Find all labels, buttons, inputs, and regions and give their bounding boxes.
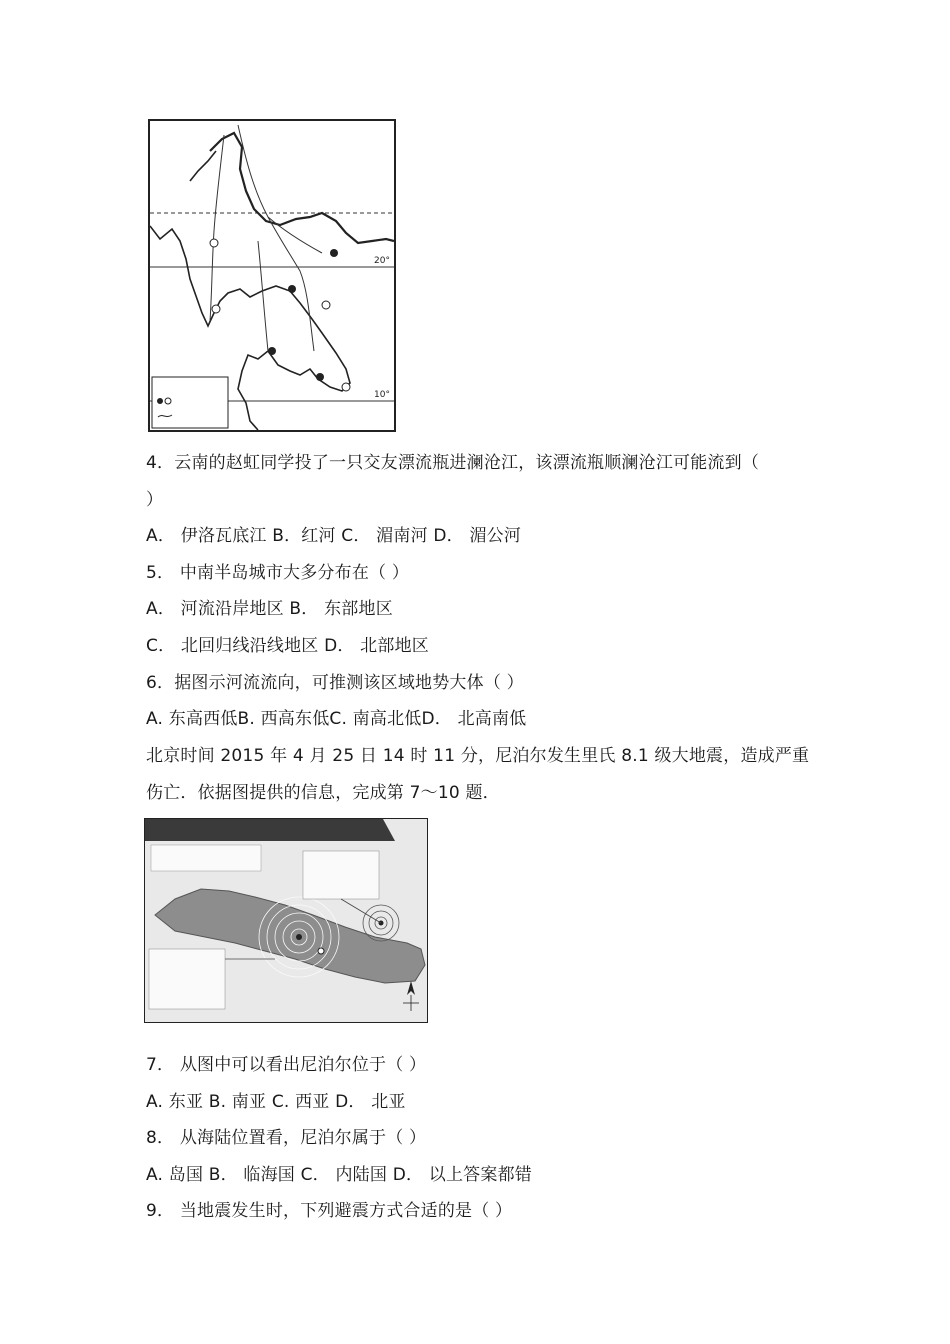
nepal-map-drawing: [145, 819, 427, 1022]
latitude-label-10: 10°: [374, 390, 390, 400]
border-north: [210, 133, 394, 243]
question-6-options: A. 东高西低B. 西高东低C. 南高北低D． 北高南低: [146, 709, 527, 729]
question-8-options: A. 岛国 B． 临海国 C． 内陆国 D． 以上答案都错: [146, 1165, 532, 1185]
question-5-options-line2: C． 北回归线沿线地区 D． 北部地区: [146, 636, 429, 656]
aftershock-info-box: [303, 851, 379, 899]
red-river: [268, 217, 322, 253]
city-marker: [322, 301, 330, 309]
earthquake-intro-line2: 伤亡．依据图提供的信息，完成第 7～10 题．: [146, 783, 500, 803]
irrawaddy-river: [210, 135, 224, 321]
indochina-map-drawing: [150, 121, 394, 430]
earthquake-intro-line1: 北京时间 2015 年 4 月 25 日 14 时 11 分，尼泊尔发生里氏 8.1 级大地震，造成严重: [146, 746, 810, 766]
city-marker: [210, 239, 218, 247]
question-7-options: A. 东亚 B. 南亚 C. 西亚 D． 北亚: [146, 1092, 406, 1112]
latitude-label-20: 20°: [374, 256, 390, 266]
question-4-stem-line2: ）: [146, 490, 164, 510]
kathmandu-marker: [318, 948, 324, 954]
question-6-stem: 6．据图示河流流向，可推测该区域地势大体（ ）: [146, 673, 524, 693]
capital-marker: [330, 249, 338, 257]
header-banner: [145, 819, 395, 841]
main-quake-info-box: [149, 949, 225, 1009]
city-marker: [212, 305, 220, 313]
capital-marker: [316, 373, 324, 381]
legend-box: [152, 377, 228, 428]
question-9-stem: 9． 当地震发生时，下列避震方式合适的是（ ）: [146, 1201, 513, 1221]
question-4-stem-line1: 4．云南的赵虹同学投了一只交友漂流瓶进澜沧江，该漂流瓶顺澜沧江可能流到（: [146, 453, 760, 473]
city-marker: [342, 383, 350, 391]
question-4-options: A． 伊洛瓦底江 B．红河 C． 湄南河 D． 湄公河: [146, 526, 522, 546]
chao-phraya-river: [258, 241, 268, 351]
question-8-stem: 8． 从海陆位置看，尼泊尔属于（ ）: [146, 1128, 427, 1148]
nepal-earthquake-map: [144, 818, 428, 1023]
capital-marker: [268, 347, 276, 355]
map-title-box: [151, 845, 261, 871]
question-7-stem: 7． 从图中可以看出尼泊尔位于（ ）: [146, 1055, 427, 1075]
question-5-options-line1: A． 河流沿岸地区 B． 东部地区: [146, 599, 393, 619]
legend-capital-symbol: [157, 398, 163, 404]
legend-city-symbol: [165, 398, 171, 404]
main-epicenter-marker: [296, 934, 302, 940]
indochina-rivers-map: [148, 119, 396, 432]
border-west: [190, 151, 216, 181]
capital-marker: [288, 285, 296, 293]
question-5-stem: 5． 中南半岛城市大多分布在（ ）: [146, 563, 410, 583]
mekong-river: [238, 125, 314, 351]
